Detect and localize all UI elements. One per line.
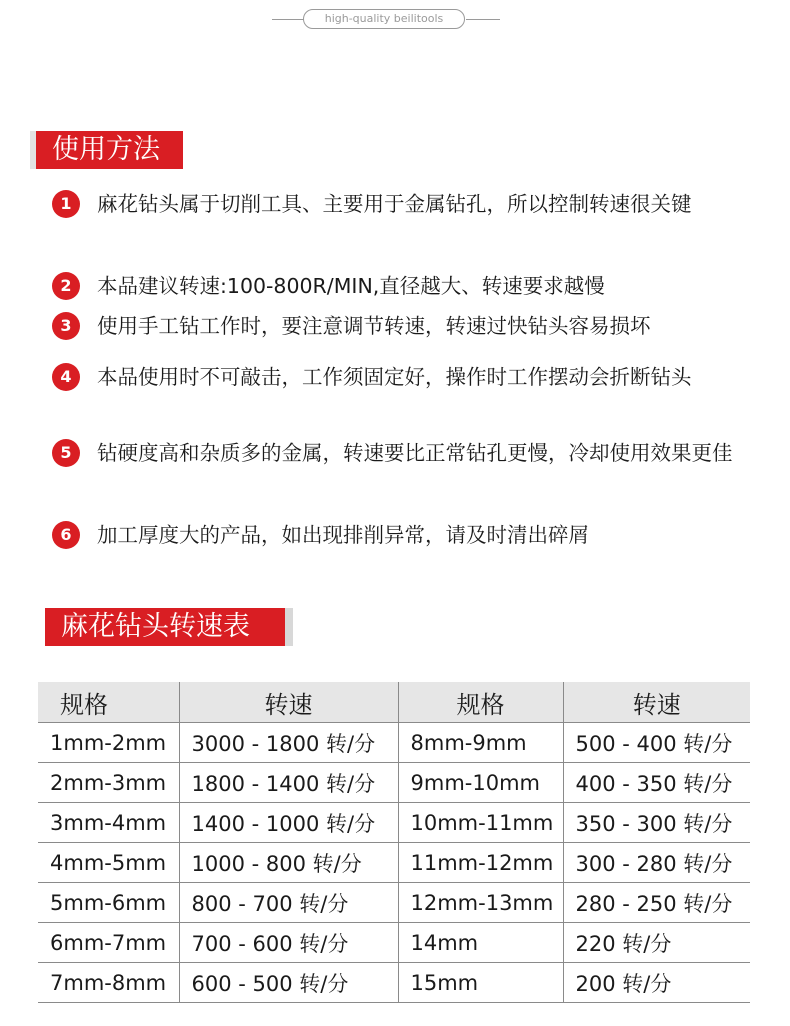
number-badge: 6 bbox=[52, 521, 80, 549]
usage-item-text: 本品使用时不可敲击，工作须固定好，操作时工作摆动会折断钻头 bbox=[97, 365, 692, 389]
cell-speed: 200 转/分 bbox=[575, 971, 672, 996]
cell-spec: 14mm bbox=[398, 923, 563, 963]
usage-item-text: 钻硬度高和杂质多的金属，转速要比正常钻孔更慢，冷却使用效果更佳 bbox=[97, 441, 733, 465]
cell-spec: 2mm-3mm bbox=[38, 763, 179, 803]
cell-spec: 11mm-12mm bbox=[398, 843, 563, 883]
brand-tagline: high-quality beilitools bbox=[303, 9, 465, 29]
cell-spec: 9mm-10mm bbox=[398, 763, 563, 803]
cell-spec: 5mm-6mm bbox=[38, 883, 179, 923]
number-badge: 2 bbox=[52, 272, 80, 300]
number-badge: 4 bbox=[52, 363, 80, 391]
cell-speed: 800 - 700 转/分 bbox=[179, 883, 398, 923]
divider-left bbox=[272, 19, 304, 20]
table-row bbox=[38, 883, 750, 923]
cell-speed: 500 - 400 转/分 bbox=[575, 731, 733, 756]
cell-speed: 1800 - 1400 转/分 bbox=[179, 763, 398, 803]
header-spec: 规格 bbox=[398, 682, 563, 723]
table-row bbox=[38, 923, 750, 963]
speed-table-title bbox=[45, 608, 285, 646]
number-badge: 3 bbox=[52, 312, 80, 340]
cell-speed: 280 - 250 转/分 bbox=[575, 891, 733, 916]
cell-spec: 10mm-11mm bbox=[398, 803, 563, 843]
usage-section-title bbox=[36, 131, 183, 169]
table-row bbox=[38, 963, 750, 1003]
cell-speed: 700 - 600 转/分 bbox=[179, 923, 398, 963]
cell-spec: 3mm-4mm bbox=[38, 803, 179, 843]
table-header-row bbox=[38, 682, 750, 723]
cell-spec: 15mm bbox=[398, 963, 563, 1003]
table-row bbox=[38, 803, 750, 843]
cell-speed: 220 转/分 bbox=[575, 931, 672, 956]
table-row bbox=[38, 723, 750, 763]
cell-spec: 12mm-13mm bbox=[398, 883, 563, 923]
number-badge: 5 bbox=[52, 439, 80, 467]
cell-speed: 1000 - 800 转/分 bbox=[179, 843, 398, 883]
usage-item-text: 麻花钻头属于切削工具、主要用于金属钻孔，所以控制转速很关键 bbox=[97, 192, 692, 216]
cell-speed: 350 - 300 转/分 bbox=[575, 811, 733, 836]
cell-spec: 4mm-5mm bbox=[38, 843, 179, 883]
speed-table bbox=[38, 682, 750, 1003]
usage-item-text: 使用手工钻工作时，要注意调节转速，转速过快钻头容易损坏 bbox=[97, 314, 651, 338]
header-speed: 转速 bbox=[179, 682, 398, 723]
cell-spec: 7mm-8mm bbox=[38, 963, 179, 1003]
header-spec: 规格 bbox=[38, 682, 179, 723]
usage-title-text: 使用方法 bbox=[52, 134, 160, 165]
usage-item-text: 加工厚度大的产品，如出现排削异常，请及时清出碎屑 bbox=[97, 523, 589, 547]
speed-table-title-text: 麻花钻头转速表 bbox=[61, 611, 250, 642]
table-row bbox=[38, 843, 750, 883]
cell-spec: 6mm-7mm bbox=[38, 923, 179, 963]
cell-spec: 1mm-2mm bbox=[38, 723, 179, 763]
table-row bbox=[38, 763, 750, 803]
cell-speed: 3000 - 1800 转/分 bbox=[179, 723, 398, 763]
header-speed: 转速 bbox=[563, 682, 750, 723]
cell-speed: 300 - 280 转/分 bbox=[575, 851, 733, 876]
cell-speed: 400 - 350 转/分 bbox=[575, 771, 733, 796]
number-badge: 1 bbox=[52, 190, 80, 218]
usage-item-text: 本品建议转速:100-800R/MIN,直径越大、转速要求越慢 bbox=[97, 274, 605, 298]
cell-speed: 1400 - 1000 转/分 bbox=[179, 803, 398, 843]
divider-right bbox=[466, 19, 500, 20]
cell-speed: 600 - 500 转/分 bbox=[179, 963, 398, 1003]
cell-spec: 8mm-9mm bbox=[398, 723, 563, 763]
title-shadow bbox=[30, 131, 36, 169]
